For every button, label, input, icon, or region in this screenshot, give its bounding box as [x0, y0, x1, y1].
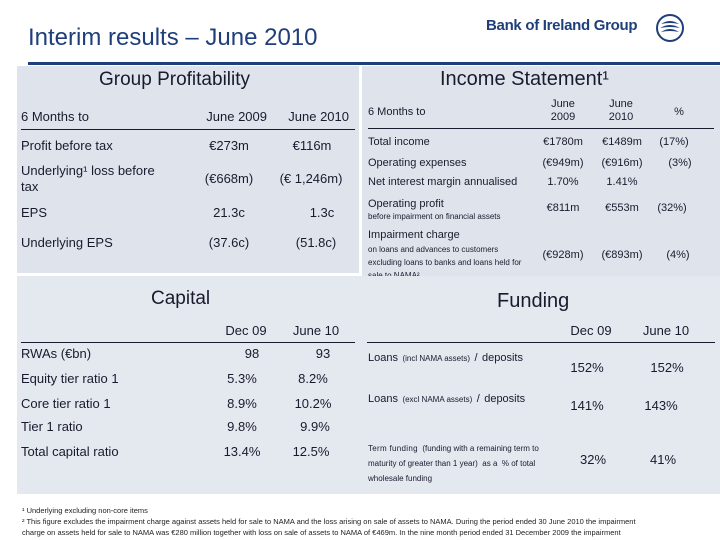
is-row-value-2009: €811m: [546, 202, 580, 214]
gp-row-value-2009: (€668m): [204, 171, 254, 186]
funding-row-label-main: Term funding: [368, 444, 418, 453]
funding-row-label: [368, 350, 528, 366]
funding-row-label-tail: deposits: [484, 393, 526, 405]
funding-row-label-tail: % of total wholesale funding: [368, 459, 536, 483]
gp-row-value-2010: 1.3c: [309, 205, 335, 220]
is-row-value-2010: (€916m): [601, 157, 643, 169]
capital-row-value-dec09: 9.8%: [227, 419, 257, 434]
is-row-value-2009: 1.70%: [547, 176, 579, 188]
capital-row-value-june10: 93: [315, 346, 331, 361]
funding-row-value-dec09: 32%: [579, 452, 607, 467]
capital-title: Capital: [151, 288, 211, 309]
is-row-value-2010: €1489m: [602, 136, 642, 148]
gp-col-2009: June 2009: [206, 109, 267, 124]
funding-row-label-note: (funding with a remaining term to maturity of greater than 1 year): [368, 444, 539, 468]
funding-row-label-joiner: as a: [482, 459, 498, 468]
footnotes: [22, 505, 720, 538]
is-col-2010: June 2010: [608, 98, 634, 123]
capital-row-label: Total capital ratio: [21, 444, 119, 459]
is-row-value-2010: €553m: [605, 202, 639, 214]
funding-header-rule: [367, 342, 715, 343]
is-row-value-2009: (€949m): [542, 157, 584, 169]
is-row-value-2009: €1780m: [543, 136, 583, 148]
gp-row-label: Underlying¹ loss before tax: [21, 163, 155, 194]
funding-row-label-joiner: /: [474, 352, 478, 364]
capital-row-value-june10: 8.2%: [298, 371, 328, 386]
is-row-pct: (17%): [659, 136, 689, 148]
capital-funding-panel: [17, 276, 720, 494]
gp-header-rule: [21, 129, 355, 130]
is-col-label: 6 Months to: [368, 106, 426, 118]
is-header-rule: [368, 128, 714, 129]
is-row-sublabel: before impairment on financial assets: [368, 212, 501, 221]
funding-title: Funding: [497, 290, 570, 312]
group-profitability-title: Group Profitability: [99, 69, 251, 90]
funding-row-value-dec09: 141%: [570, 398, 604, 413]
capital-col-june10: June 10: [292, 323, 340, 338]
capital-row-value-dec09: 8.9%: [227, 396, 257, 411]
gp-col-2010: June 2010: [288, 109, 349, 124]
footnote: ¹ Underlying excluding non-core items: [22, 506, 148, 515]
bank-logo-icon: [655, 13, 685, 48]
is-row-value-2010: (€893m): [601, 249, 643, 261]
gp-row-value-2009: €273m: [209, 138, 249, 153]
funding-row-label-main: Loans: [368, 352, 398, 364]
capital-row-label: Tier 1 ratio: [21, 419, 83, 434]
funding-row-label-tail: deposits: [481, 352, 523, 364]
footnote: ² This figure excludes the impairment charge against assets held for sale to NAMA and the loss arising on sale of assets to NAMA. During the period ended 30 June 2010 the impairment: [22, 517, 636, 526]
footnote: charge on assets held for sale to NAMA was €280 million together with loss on sale of assets to NAMA of €469m. In the nine month period ended 31 December 2009 the impairment: [22, 528, 621, 537]
funding-row-label: [368, 440, 550, 485]
title-rule: [28, 62, 720, 65]
gp-row-value-2010: (€ 1,246m): [279, 171, 343, 186]
gp-row-value-2010: (51.8c): [295, 235, 337, 250]
gp-row-value-2010: €116m: [292, 138, 332, 153]
page-title: Interim results – June 2010: [28, 24, 318, 51]
is-row-pct: (32%): [657, 202, 687, 214]
capital-header-rule: [21, 342, 355, 343]
is-row-label: Operating profit: [368, 198, 444, 210]
gp-col-label: 6 Months to: [21, 109, 89, 124]
is-col-pct: %: [674, 106, 684, 118]
is-row-value-2009: (€928m): [542, 249, 584, 261]
funding-row-label-main: Loans: [368, 393, 398, 405]
is-row-sublabel: on loans and advances to customers excluding loans to banks and loans held for: [368, 245, 522, 267]
capital-col-dec09: Dec 09: [225, 323, 267, 338]
is-row-pct: (4%): [666, 249, 690, 261]
income-statement-title: Income Statement¹: [440, 68, 609, 90]
gp-row-label: Underlying EPS: [21, 235, 113, 250]
funding-row-label: [368, 391, 528, 407]
capital-row-label: Core tier ratio 1: [21, 396, 111, 411]
capital-row-value-dec09: 5.3%: [227, 371, 257, 386]
funding-row-label-note: (incl NAMA assets): [402, 354, 471, 363]
capital-row-label: Equity tier ratio 1: [21, 371, 119, 386]
funding-row-value-june10: 152%: [650, 360, 684, 375]
funding-row-value-june10: 143%: [644, 398, 678, 413]
funding-row-value-june10: 41%: [649, 452, 677, 467]
funding-col-june10: June 10: [642, 323, 690, 338]
capital-row-value-june10: 9.9%: [300, 419, 330, 434]
is-row-label: Impairment charge: [368, 229, 460, 241]
is-row-pct: (3%): [668, 157, 692, 169]
is-col-2009: June 2009: [550, 98, 576, 123]
funding-col-dec09: Dec 09: [570, 323, 612, 338]
capital-row-label: RWAs (€bn): [21, 346, 92, 361]
capital-row-value-dec09: 13.4%: [223, 444, 261, 459]
income-statement-panel: [362, 66, 720, 286]
bank-logo-text: Bank of Ireland Group: [486, 17, 638, 34]
gp-row-value-2009: (37.6c): [208, 235, 250, 250]
gp-row-label: Profit before tax: [21, 138, 113, 153]
funding-row-value-dec09: 152%: [570, 360, 604, 375]
gp-row-label: EPS: [21, 205, 48, 220]
is-row-label: Operating expenses: [368, 157, 467, 169]
is-row-label: Total income: [368, 136, 430, 148]
gp-row-value-2009: 21.3c: [213, 205, 245, 220]
is-row-label: Net interest margin annualised: [368, 176, 518, 188]
funding-row-label-note: (excl NAMA assets): [402, 395, 473, 404]
group-profitability-panel: [17, 66, 359, 273]
is-row-value-2010: 1.41%: [606, 176, 638, 188]
funding-row-label-joiner: /: [476, 393, 480, 405]
capital-row-value-dec09: 98: [244, 346, 260, 361]
capital-row-value-june10: 12.5%: [292, 444, 330, 459]
capital-row-value-june10: 10.2%: [294, 396, 332, 411]
